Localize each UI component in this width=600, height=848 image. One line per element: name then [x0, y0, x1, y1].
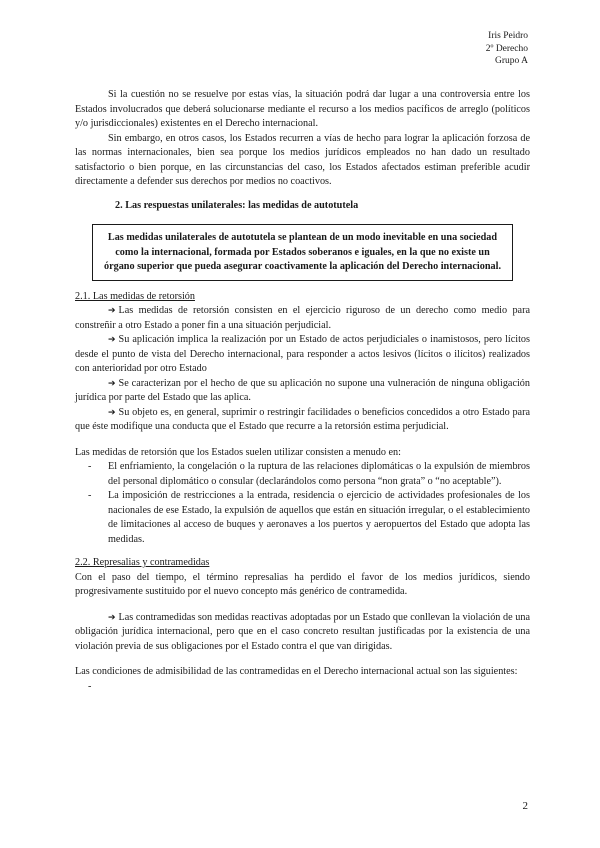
arrow-paragraph: ➔ Las contramedidas son medidas reactivas adoptadas por un Estado que conllevan la violación de una obligación jurídica internacional, pero que en el caso concreto resultan justificadas por la existencia de una violación previa de sus obligaciones por el Estado contra el que van dirigidas. [75, 611, 530, 652]
list-item: - La imposición de restricciones a la entrada, residencia o ejercicio de actividades profesionales de los nacionales de ese Estado, la expulsión de aquellos que están en situación irregular, o el establecimiento de limitaciones al acceso de buques y aeronaves a los puertos y aeropuertos del Estado que adopta las medidas. [88, 490, 530, 545]
course-label: 2º Derecho [485, 43, 528, 54]
paragraph: Con el paso del tiempo, el término represalias ha perdido el favor de los medios jurídicos, siendo progresivamente sustituido por el nuevo concepto más genérico de contramedida. [75, 571, 530, 597]
subsection-title: 2.1. Las medidas de retorsión [75, 290, 195, 302]
paragraph: Las medidas de retorsión que los Estados suelen utilizar consisten a menudo en: [75, 446, 401, 458]
page-body [75, 88, 530, 694]
definition-box: Las medidas unilaterales de autotutela se plantean de un modo inevitable en una sociedad como la internacional, formada por Estados soberanos e iguales, en la que no existe un órgano superior que pueda asegurar coactivamente la aplicación del Derecho internacional. [92, 224, 513, 281]
paragraph: Sin embargo, en otros casos, los Estados recurren a vías de hecho para lograr la aplicación forzosa de las normas internacionales, bien sea porque los medios jurídicos empleados no han dado un resultado satisfactorio o bien porque, en las circunstancias del caso, los Estados afectados estiman preferible acudir directamente a defender sus derechos por medios no coactivos. [75, 132, 530, 187]
paragraph: Si la cuestión no se resuelve por estas vías, la situación podrá dar lugar a una controversia entre los Estados involucrados que deberá solucionarse mediante el recurso a los medios pacíficos de arreglo (políticos y/o jurisdiccionales) existentes en el Derecho internacional. [75, 89, 530, 129]
arrow-icon: ➔ [108, 306, 116, 316]
arrow-icon: ➔ [108, 378, 116, 389]
paragraph: Las condiciones de admisibilidad de las contramedidas en el Derecho internacional actual son las siguientes: [75, 666, 518, 677]
arrow-icon: ➔ [108, 407, 116, 418]
arrow-paragraph: ➔ Se caracterizan por el hecho de que su aplicación no supone una vulneración de ninguna obligación jurídica por parte del Estado que las aplica. [75, 377, 530, 403]
page-number: 2 [522, 800, 528, 812]
group-label: Grupo A [495, 56, 528, 66]
author-name: Iris Peidro [488, 31, 528, 41]
subsection-title: 2.2. Represalias y contramedidas [75, 557, 210, 568]
page-header [486, 30, 528, 68]
dash-list [75, 460, 530, 547]
list-item: - El enfriamiento, la congelación o la ruptura de las relaciones diplomáticas o la expulsión de miembros del personal diplomático o consular (declarándolos como persona “non grata” o “no aceptable”). [88, 461, 530, 487]
arrow-paragraph: ➔ Su aplicación implica la realización por un Estado de actos perjudiciales o inamistosos, pero lícitos desde el punto de vista del Derecho internacional, para responder a actos lesivos (lícitos o ilícitos) realizados con anterioridad por otro Estado [75, 334, 530, 374]
arrow-paragraph: ➔ Su objeto es, en general, suprimir o restringir facilidades o beneficios concedidos a otro Estado para que éste modifique una conducta que el Estado que recurre a la retorsión estima perjudicial. [75, 406, 530, 432]
arrow-icon: ➔ [108, 335, 116, 345]
dash-list [75, 680, 530, 695]
arrow-paragraph: ➔ Las medidas de retorsión consisten en el ejercicio riguroso de un derecho como medio para constreñir a otro Estado a poner fin a una situación perjudicial. [75, 305, 530, 331]
arrow-icon: ➔ [108, 612, 116, 623]
list-item: - [88, 680, 92, 692]
section-heading: 2. Las respuestas unilaterales: las medidas de autotutela [115, 199, 359, 211]
